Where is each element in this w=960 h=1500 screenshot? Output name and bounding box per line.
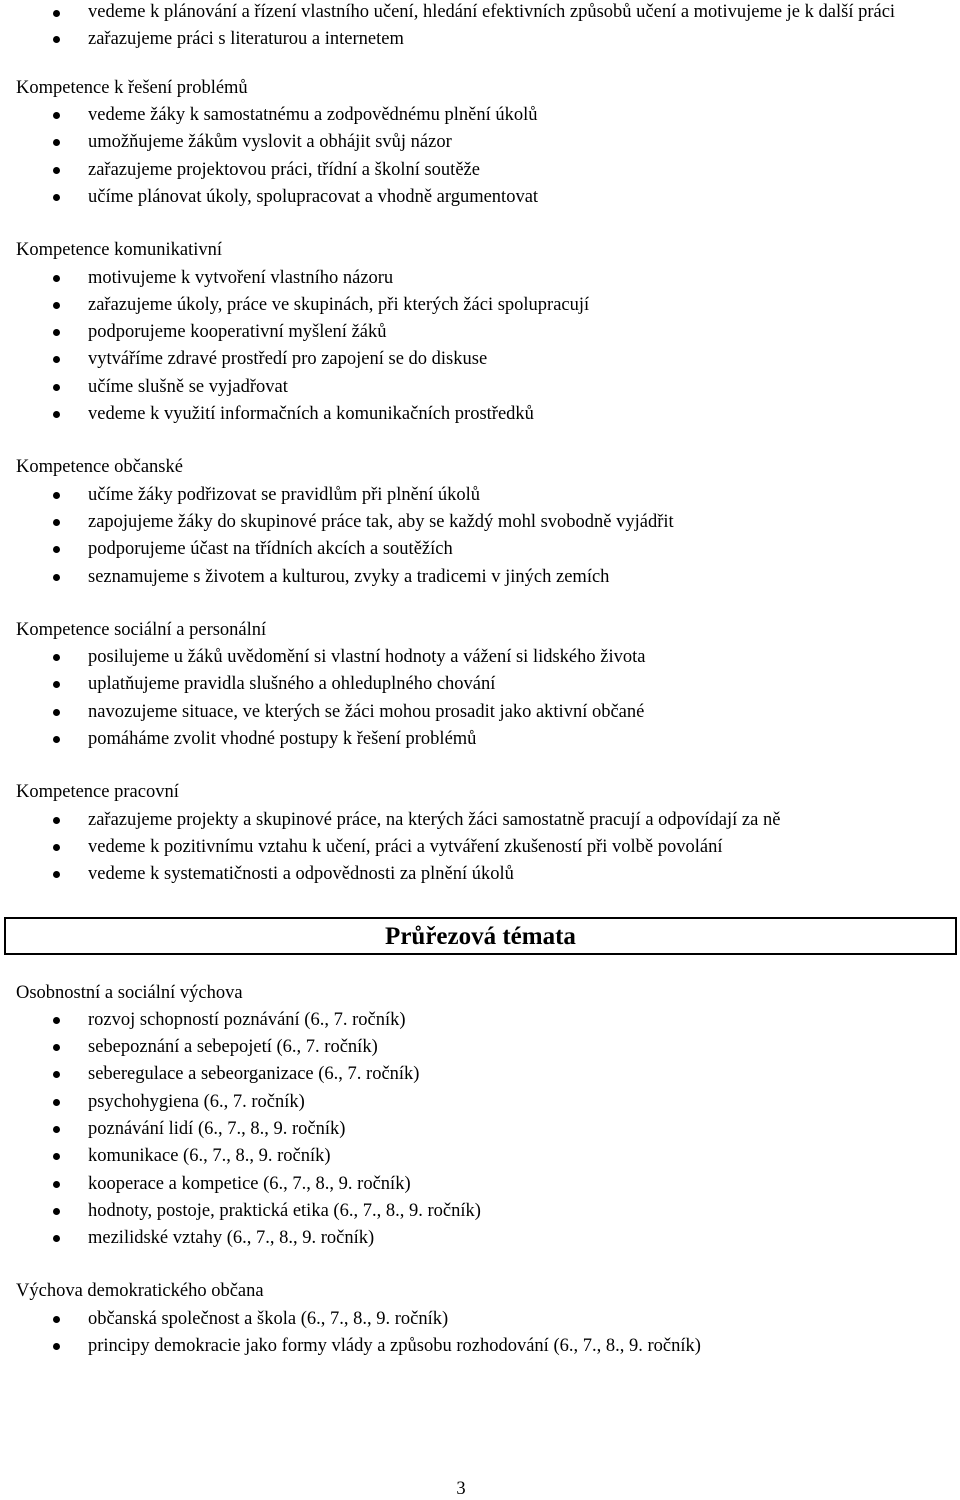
list-item: seznamujeme s životem a kulturou, zvyky a tradicemi v jiných zemích [0, 564, 960, 591]
list-item: psychohygiena (6., 7. ročník) [0, 1089, 960, 1116]
list-item: seberegulace a sebeorganizace (6., 7. ročník) [0, 1061, 960, 1088]
list-item: principy demokracie jako formy vlády a způsobu rozhodování (6., 7., 8., 9. ročník) [0, 1333, 960, 1360]
theme-heading: Výchova demokratického občana [16, 1281, 264, 1302]
section-list [0, 644, 960, 753]
list-item: hodnoty, postoje, praktická etika (6., 7., 8., 9. ročník) [0, 1198, 960, 1225]
theme-heading: Osobnostní a sociální výchova [16, 982, 243, 1003]
list-item: učíme slušně se vyjadřovat [0, 374, 960, 401]
list-item: kooperace a kompetice (6., 7., 8., 9. ročník) [0, 1171, 960, 1198]
section-list [0, 482, 960, 591]
list-item: vedeme k pozitivnímu vztahu k učení, práci a vytváření zkušeností při volbě povolání [0, 834, 960, 861]
list-item: motivujeme k vytvoření vlastního názoru [0, 265, 960, 292]
list-item: vedeme k systematičnosti a odpovědnosti za plnění úkolů [0, 861, 960, 888]
list-item: navozujeme situace, ve kterých se žáci mohou prosadit jako aktivní občané [0, 699, 960, 726]
list-item: uplatňujeme pravidla slušného a ohleduplného chování [0, 671, 960, 698]
list-item: vedeme k plánování a řízení vlastního učení, hledání efektivních způsobů učení a motivujeme je k další práci [0, 0, 960, 26]
list-item: zařazujeme projektovou práci, třídní a školní soutěže [0, 157, 960, 184]
list-item: vedeme žáky k samostatnému a zodpovědnému plnění úkolů [0, 102, 960, 129]
list-item: umožňujeme žákům vyslovit a obhájit svůj názor [0, 129, 960, 156]
section-heading: Kompetence k řešení problémů [16, 77, 248, 98]
section-heading: Kompetence sociální a personální [16, 619, 267, 640]
section-list [0, 265, 960, 429]
section-heading: Kompetence pracovní [16, 782, 179, 803]
list-item: komunikace (6., 7., 8., 9. ročník) [0, 1143, 960, 1170]
list-item: zařazujeme úkoly, práce ve skupinách, při kterých žáci spolupracují [0, 292, 960, 319]
list-item: zapojujeme žáky do skupinové práce tak, aby se každý mohl svobodně vyjádřit [0, 509, 960, 536]
list-item: mezilidské vztahy (6., 7., 8., 9. ročník) [0, 1225, 960, 1252]
list-item: podporujeme kooperativní myšlení žáků [0, 319, 960, 346]
list-item: rozvoj schopností poznávání (6., 7. ročník) [0, 1007, 960, 1034]
list-item: sebepoznání a sebepojetí (6., 7. ročník) [0, 1034, 960, 1061]
list-item: vytváříme zdravé prostředí pro zapojení se do diskuse [0, 346, 960, 373]
list-item: učíme plánovat úkoly, spolupracovat a vhodně argumentovat [0, 184, 960, 211]
section-heading: Kompetence občanské [16, 457, 183, 478]
list-item: vedeme k využití informačních a komunikačních prostředků [0, 401, 960, 428]
intro-list [0, 0, 960, 53]
list-item: zařazujeme projekty a skupinové práce, na kterých žáci samostatně pracují a odpovídají za ně [0, 807, 960, 834]
list-item: podporujeme účast na třídních akcích a soutěžích [0, 536, 960, 563]
list-item: poznávání lidí (6., 7., 8., 9. ročník) [0, 1116, 960, 1143]
list-item: posilujeme u žáků uvědomění si vlastní hodnoty a vážení si lidského života [0, 644, 960, 671]
list-item: učíme žáky podřizovat se pravidlům při plnění úkolů [0, 482, 960, 509]
section-list [0, 807, 960, 889]
section-banner-title: Průřezová témata [4, 917, 957, 955]
list-item: zařazujeme práci s literaturou a internetem [0, 26, 960, 53]
section-heading: Kompetence komunikativní [16, 240, 223, 261]
list-item: pomáháme zvolit vhodné postupy k řešení problémů [0, 726, 960, 753]
theme-list [0, 1007, 960, 1253]
section-list [0, 102, 960, 211]
theme-list [0, 1306, 960, 1361]
page-number: 3 [456, 1479, 466, 1499]
list-item: občanská společnost a škola (6., 7., 8., 9. ročník) [0, 1306, 960, 1333]
